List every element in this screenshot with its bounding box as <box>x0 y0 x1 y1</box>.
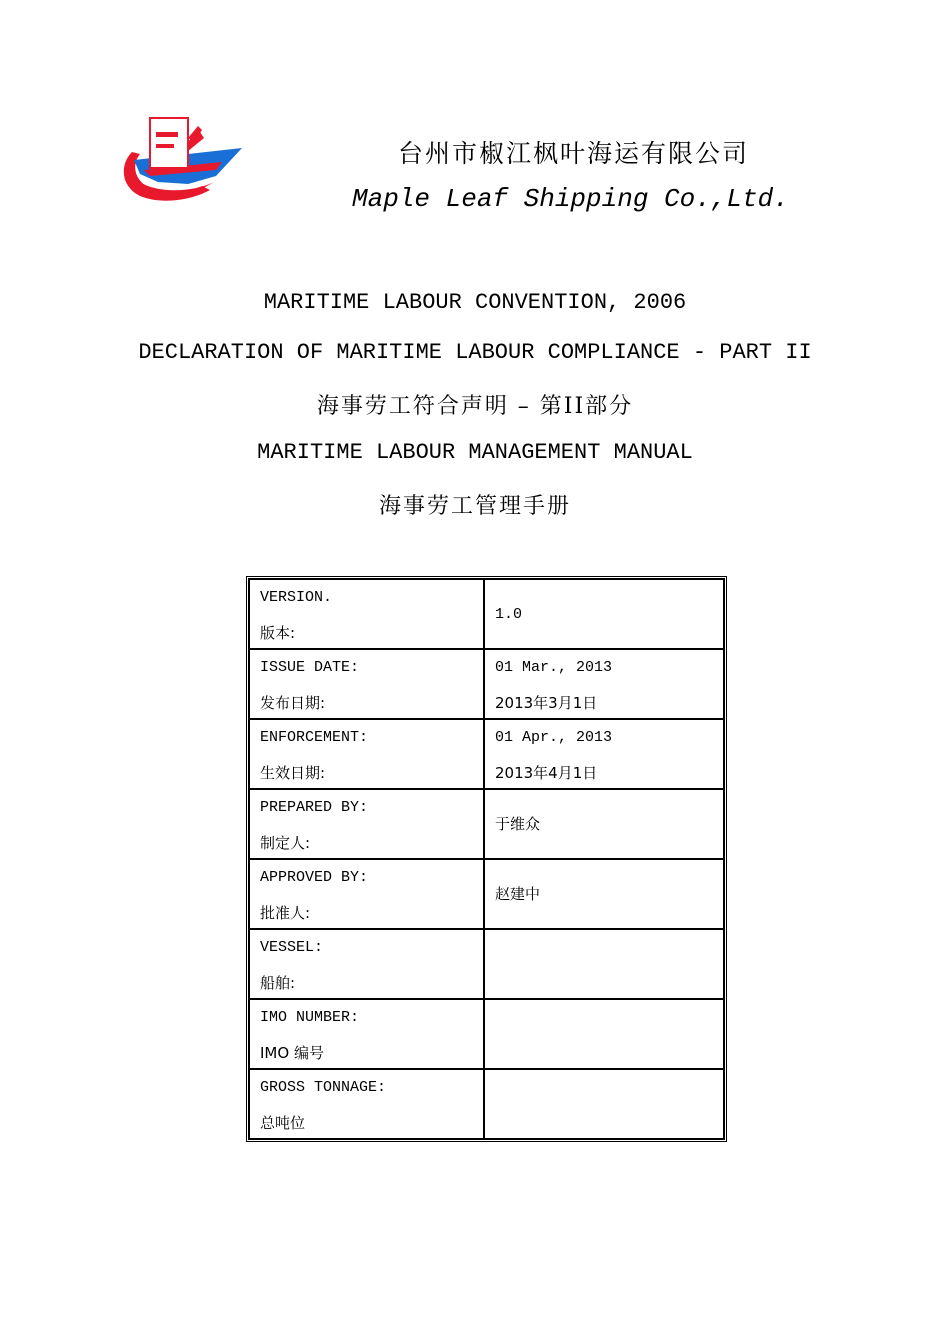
label-cn: 制定人: <box>260 834 311 852</box>
title-manual-en: MARITIME LABOUR MANAGEMENT MANUAL <box>257 440 693 465</box>
label-cn: 批准人: <box>260 904 311 922</box>
company-name-en: Maple Leaf Shipping Co.,Ltd. <box>352 184 789 214</box>
table-row-prepared-by <box>249 789 724 859</box>
title-declaration-en: DECLARATION OF MARITIME LABOUR COMPLIANCE - PART II <box>138 340 812 365</box>
label-cn: 船舶: <box>260 974 296 992</box>
company-name-cn: 台州市椒江枫叶海运有限公司 <box>398 139 750 168</box>
title-convention: MARITIME LABOUR CONVENTION, 2006 <box>263 290 687 315</box>
table-row-gross-tonnage <box>249 1069 724 1139</box>
enforcement-date-cn: 2013年4月1日 <box>495 764 598 782</box>
value-cell-empty <box>484 1069 724 1139</box>
version-value: 1.0 <box>495 605 523 623</box>
approved-by-value: 赵建中 <box>495 884 541 903</box>
value-cell <box>484 719 724 789</box>
issue-date-cn: 2013年3月1日 <box>495 694 598 712</box>
label-en: IMO NUMBER: <box>260 1009 360 1026</box>
value-cell-empty <box>484 929 724 999</box>
company-logo <box>118 112 244 204</box>
label-cell <box>249 789 484 859</box>
maple-leaf-shipping-logo-icon <box>118 112 244 204</box>
label-en: GROSS TONNAGE: <box>260 1079 387 1096</box>
label-en: ISSUE DATE: <box>260 659 360 676</box>
label-cell <box>249 579 484 649</box>
table-row-issue-date <box>249 649 724 719</box>
label-cn: 发布日期: <box>260 694 326 712</box>
prepared-by-value: 于维众 <box>495 814 541 833</box>
value-cell <box>484 649 724 719</box>
value-cell <box>484 859 724 929</box>
enforcement-date-en: 01 Apr., 2013 <box>495 729 613 746</box>
title-manual-cn: 海事劳工管理手册 <box>378 494 571 519</box>
label-cell <box>249 1069 484 1139</box>
label-cn: 总吨位 <box>260 1114 306 1132</box>
table-row-version <box>249 579 724 649</box>
issue-date-en: 01 Mar., 2013 <box>495 659 613 676</box>
document-info-table <box>246 576 727 1142</box>
value-cell <box>484 579 724 649</box>
label-en: APPROVED BY: <box>260 869 369 886</box>
label-cell <box>249 999 484 1069</box>
table-row-approved-by <box>249 859 724 929</box>
value-cell-empty <box>484 999 724 1069</box>
label-cn: IMO 编号 <box>260 1044 324 1062</box>
label-cn: 版本: <box>260 624 296 642</box>
label-en: ENFORCEMENT: <box>260 729 369 746</box>
title-declaration-cn: 海事劳工符合声明 – 第II部分 <box>316 394 634 419</box>
table-row-vessel <box>249 929 724 999</box>
label-en: PREPARED BY: <box>260 799 369 816</box>
table-row-enforcement <box>249 719 724 789</box>
label-en: VESSEL: <box>260 939 324 956</box>
label-cn: 生效日期: <box>260 764 326 782</box>
label-cell <box>249 719 484 789</box>
label-cell <box>249 929 484 999</box>
label-cell <box>249 649 484 719</box>
value-cell <box>484 789 724 859</box>
label-en: VERSION. <box>260 589 333 606</box>
label-cell <box>249 859 484 929</box>
table-row-imo-number <box>249 999 724 1069</box>
